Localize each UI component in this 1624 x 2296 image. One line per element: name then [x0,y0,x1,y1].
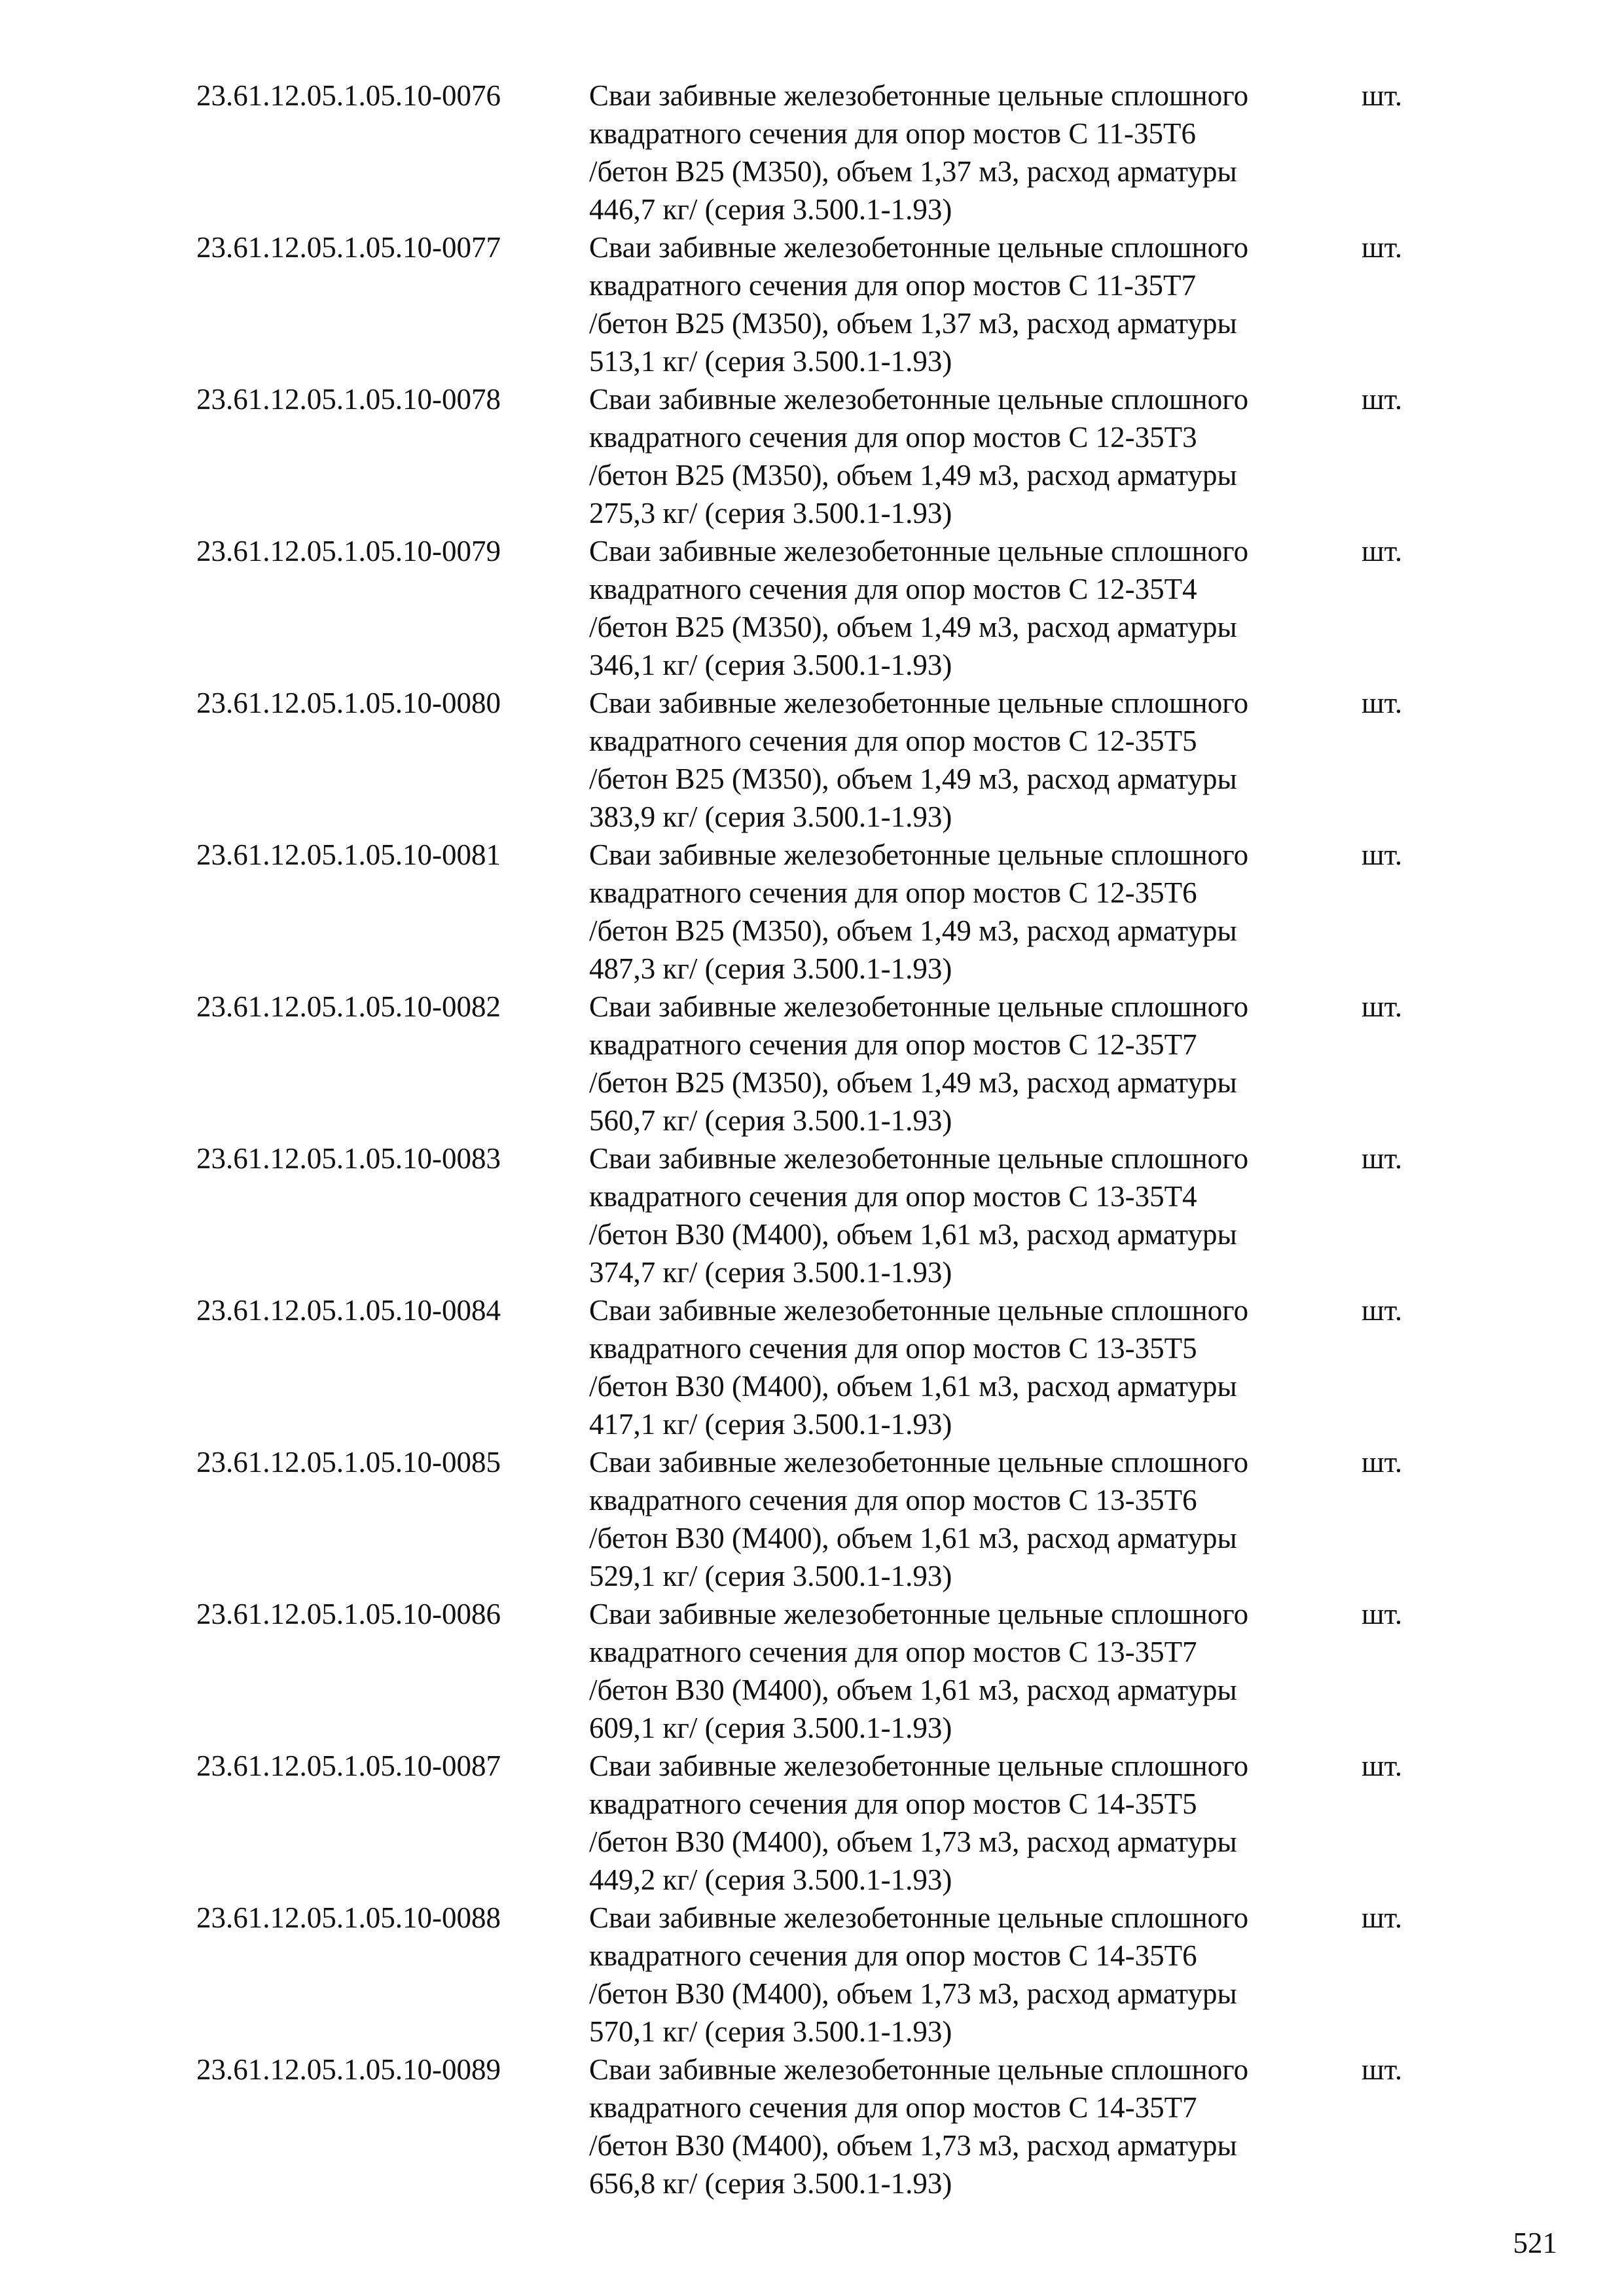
description-line: 487,3 кг/ (серия 3.500.1-1.93) [589,952,952,985]
description-line: /бетон В25 (М350), объем 1,49 м3, расход арматуры [589,1066,1237,1099]
description-line: /бетон В30 (М400), объем 1,73 м3, расход арматуры [589,2129,1237,2162]
description-line: Сваи забивные железобетонные цельные сплошного [589,231,1249,264]
description-line: Сваи забивные железобетонные цельные сплошного [589,535,1249,567]
resource-code: 23.61.12.05.1.05.10-0083 [196,1142,501,1175]
description-line: Сваи забивные железобетонные цельные сплошного [589,990,1249,1023]
description-line: Сваи забивные железобетонные цельные сплошного [589,838,1249,871]
resource-description [589,836,1362,988]
resource-description [589,1595,1362,1747]
description-line: Сваи забивные железобетонные цельные сплошного [589,1901,1249,1934]
table-row [196,1899,1440,2051]
description-line: квадратного сечения для опор мостов С 13-35Т4 [589,1180,1197,1213]
resource-code: 23.61.12.05.1.05.10-0088 [196,1901,501,1934]
unit-of-measure: шт. [1362,687,1403,719]
table-row [196,532,1440,684]
table-row [196,1291,1440,1443]
resource-description [589,1747,1362,1899]
resource-description [589,1443,1362,1595]
description-line: квадратного сечения для опор мостов С 12-35Т7 [589,1028,1197,1061]
description-line: /бетон В30 (М400), объем 1,73 м3, расход арматуры [589,1825,1237,1858]
resource-description [589,380,1362,532]
description-line: 656,8 кг/ (серия 3.500.1-1.93) [589,2167,952,2200]
price-list-table [196,77,1440,2202]
description-line: /бетон В25 (М350), объем 1,37 м3, расход арматуры [589,307,1237,340]
description-line: 417,1 кг/ (серия 3.500.1-1.93) [589,1408,952,1441]
description-line: 446,7 кг/ (серия 3.500.1-1.93) [589,193,952,226]
table-row [196,1139,1440,1291]
unit-of-measure: шт. [1362,231,1403,264]
description-line: 374,7 кг/ (серия 3.500.1-1.93) [589,1256,952,1289]
unit-of-measure: шт. [1362,79,1403,112]
table-row [196,380,1440,532]
unit-of-measure: шт. [1362,1142,1403,1175]
description-line: 609,1 кг/ (серия 3.500.1-1.93) [589,1712,952,1744]
description-line: квадратного сечения для опор мостов С 13-35Т6 [589,1484,1197,1516]
description-line: 513,1 кг/ (серия 3.500.1-1.93) [589,345,952,378]
description-line: квадратного сечения для опор мостов С 13-35Т5 [589,1332,1197,1365]
unit-of-measure: шт. [1362,2053,1403,2086]
description-line: /бетон В30 (М400), объем 1,61 м3, расход арматуры [589,1674,1237,1706]
unit-of-measure: шт. [1362,838,1403,871]
table-row [196,1595,1440,1747]
resource-code: 23.61.12.05.1.05.10-0081 [196,838,501,871]
description-line: /бетон В25 (М350), объем 1,49 м3, расход арматуры [589,914,1237,947]
description-line: 346,1 кг/ (серия 3.500.1-1.93) [589,649,952,681]
description-line: Сваи забивные железобетонные цельные сплошного [589,383,1249,416]
unit-of-measure: шт. [1362,1749,1403,1782]
description-line: квадратного сечения для опор мостов С 12-35Т5 [589,725,1197,757]
resource-code: 23.61.12.05.1.05.10-0087 [196,1749,501,1782]
description-line: квадратного сечения для опор мостов С 13-35Т7 [589,1636,1197,1668]
description-line: квадратного сечения для опор мостов С 11-35Т7 [589,269,1196,302]
resource-code: 23.61.12.05.1.05.10-0077 [196,231,501,264]
description-line: /бетон В30 (М400), объем 1,73 м3, расход арматуры [589,1977,1237,2010]
resource-description [589,228,1362,380]
resource-code: 23.61.12.05.1.05.10-0080 [196,687,501,719]
description-line: /бетон В30 (М400), объем 1,61 м3, расход арматуры [589,1522,1237,1554]
resource-code: 23.61.12.05.1.05.10-0078 [196,383,501,416]
description-line: 383,9 кг/ (серия 3.500.1-1.93) [589,800,952,833]
unit-of-measure: шт. [1362,1901,1403,1934]
description-line: квадратного сечения для опор мостов С 11-35Т6 [589,117,1196,150]
resource-code: 23.61.12.05.1.05.10-0085 [196,1446,501,1479]
description-line: Сваи забивные железобетонные цельные сплошного [589,79,1249,112]
description-line: квадратного сечения для опор мостов С 14-35Т5 [589,1787,1197,1820]
resource-code: 23.61.12.05.1.05.10-0084 [196,1294,501,1327]
description-line: Сваи забивные железобетонные цельные сплошного [589,1294,1249,1327]
description-line: Сваи забивные железобетонные цельные сплошного [589,687,1249,719]
page-number: 521 [1513,2227,1557,2259]
description-line: 275,3 кг/ (серия 3.500.1-1.93) [589,497,952,529]
description-line: Сваи забивные железобетонные цельные сплошного [589,1142,1249,1175]
unit-of-measure: шт. [1362,990,1403,1023]
resource-code: 23.61.12.05.1.05.10-0082 [196,990,501,1023]
description-line: квадратного сечения для опор мостов С 14-35Т7 [589,2091,1197,2124]
resource-code: 23.61.12.05.1.05.10-0089 [196,2053,501,2086]
description-line: 529,1 кг/ (серия 3.500.1-1.93) [589,1560,952,1592]
description-line: квадратного сечения для опор мостов С 14-35Т6 [589,1939,1197,1972]
resource-description [589,1139,1362,1291]
unit-of-measure: шт. [1362,383,1403,416]
table-row [196,2051,1440,2202]
resource-code: 23.61.12.05.1.05.10-0086 [196,1598,501,1630]
resource-description [589,1291,1362,1443]
resource-description [589,77,1362,228]
description-line: Сваи забивные железобетонные цельные сплошного [589,2053,1249,2086]
description-line: Сваи забивные железобетонные цельные сплошного [589,1749,1249,1782]
description-line: /бетон В30 (М400), объем 1,61 м3, расход арматуры [589,1370,1237,1403]
description-line: /бетон В30 (М400), объем 1,61 м3, расход арматуры [589,1218,1237,1251]
resource-code: 23.61.12.05.1.05.10-0076 [196,79,501,112]
unit-of-measure: шт. [1362,1598,1403,1630]
description-line: квадратного сечения для опор мостов С 12-35Т6 [589,876,1197,909]
table-row [196,228,1440,380]
unit-of-measure: шт. [1362,535,1403,567]
description-line: /бетон В25 (М350), объем 1,49 м3, расход арматуры [589,611,1237,643]
description-line: Сваи забивные железобетонные цельные сплошного [589,1446,1249,1479]
description-line: квадратного сечения для опор мостов С 12-35Т4 [589,573,1197,605]
resource-description [589,1899,1362,2051]
description-line: Сваи забивные железобетонные цельные сплошного [589,1598,1249,1630]
resource-code: 23.61.12.05.1.05.10-0079 [196,535,501,567]
resource-description [589,532,1362,684]
description-line: 570,1 кг/ (серия 3.500.1-1.93) [589,2015,952,2048]
description-line: 449,2 кг/ (серия 3.500.1-1.93) [589,1863,952,1896]
table-row [196,1747,1440,1899]
table-row [196,684,1440,836]
resource-description [589,684,1362,836]
unit-of-measure: шт. [1362,1446,1403,1479]
resource-description [589,988,1362,1139]
description-line: квадратного сечения для опор мостов С 12-35Т3 [589,421,1197,454]
table-row [196,1443,1440,1595]
table-row [196,77,1440,228]
resource-description [589,2051,1362,2202]
description-line: /бетон В25 (М350), объем 1,49 м3, расход арматуры [589,459,1237,492]
unit-of-measure: шт. [1362,1294,1403,1327]
table-row [196,836,1440,988]
description-line: /бетон В25 (М350), объем 1,49 м3, расход арматуры [589,762,1237,795]
table-row [196,988,1440,1139]
description-line: /бетон В25 (М350), объем 1,37 м3, расход арматуры [589,155,1237,188]
description-line: 560,7 кг/ (серия 3.500.1-1.93) [589,1104,952,1137]
